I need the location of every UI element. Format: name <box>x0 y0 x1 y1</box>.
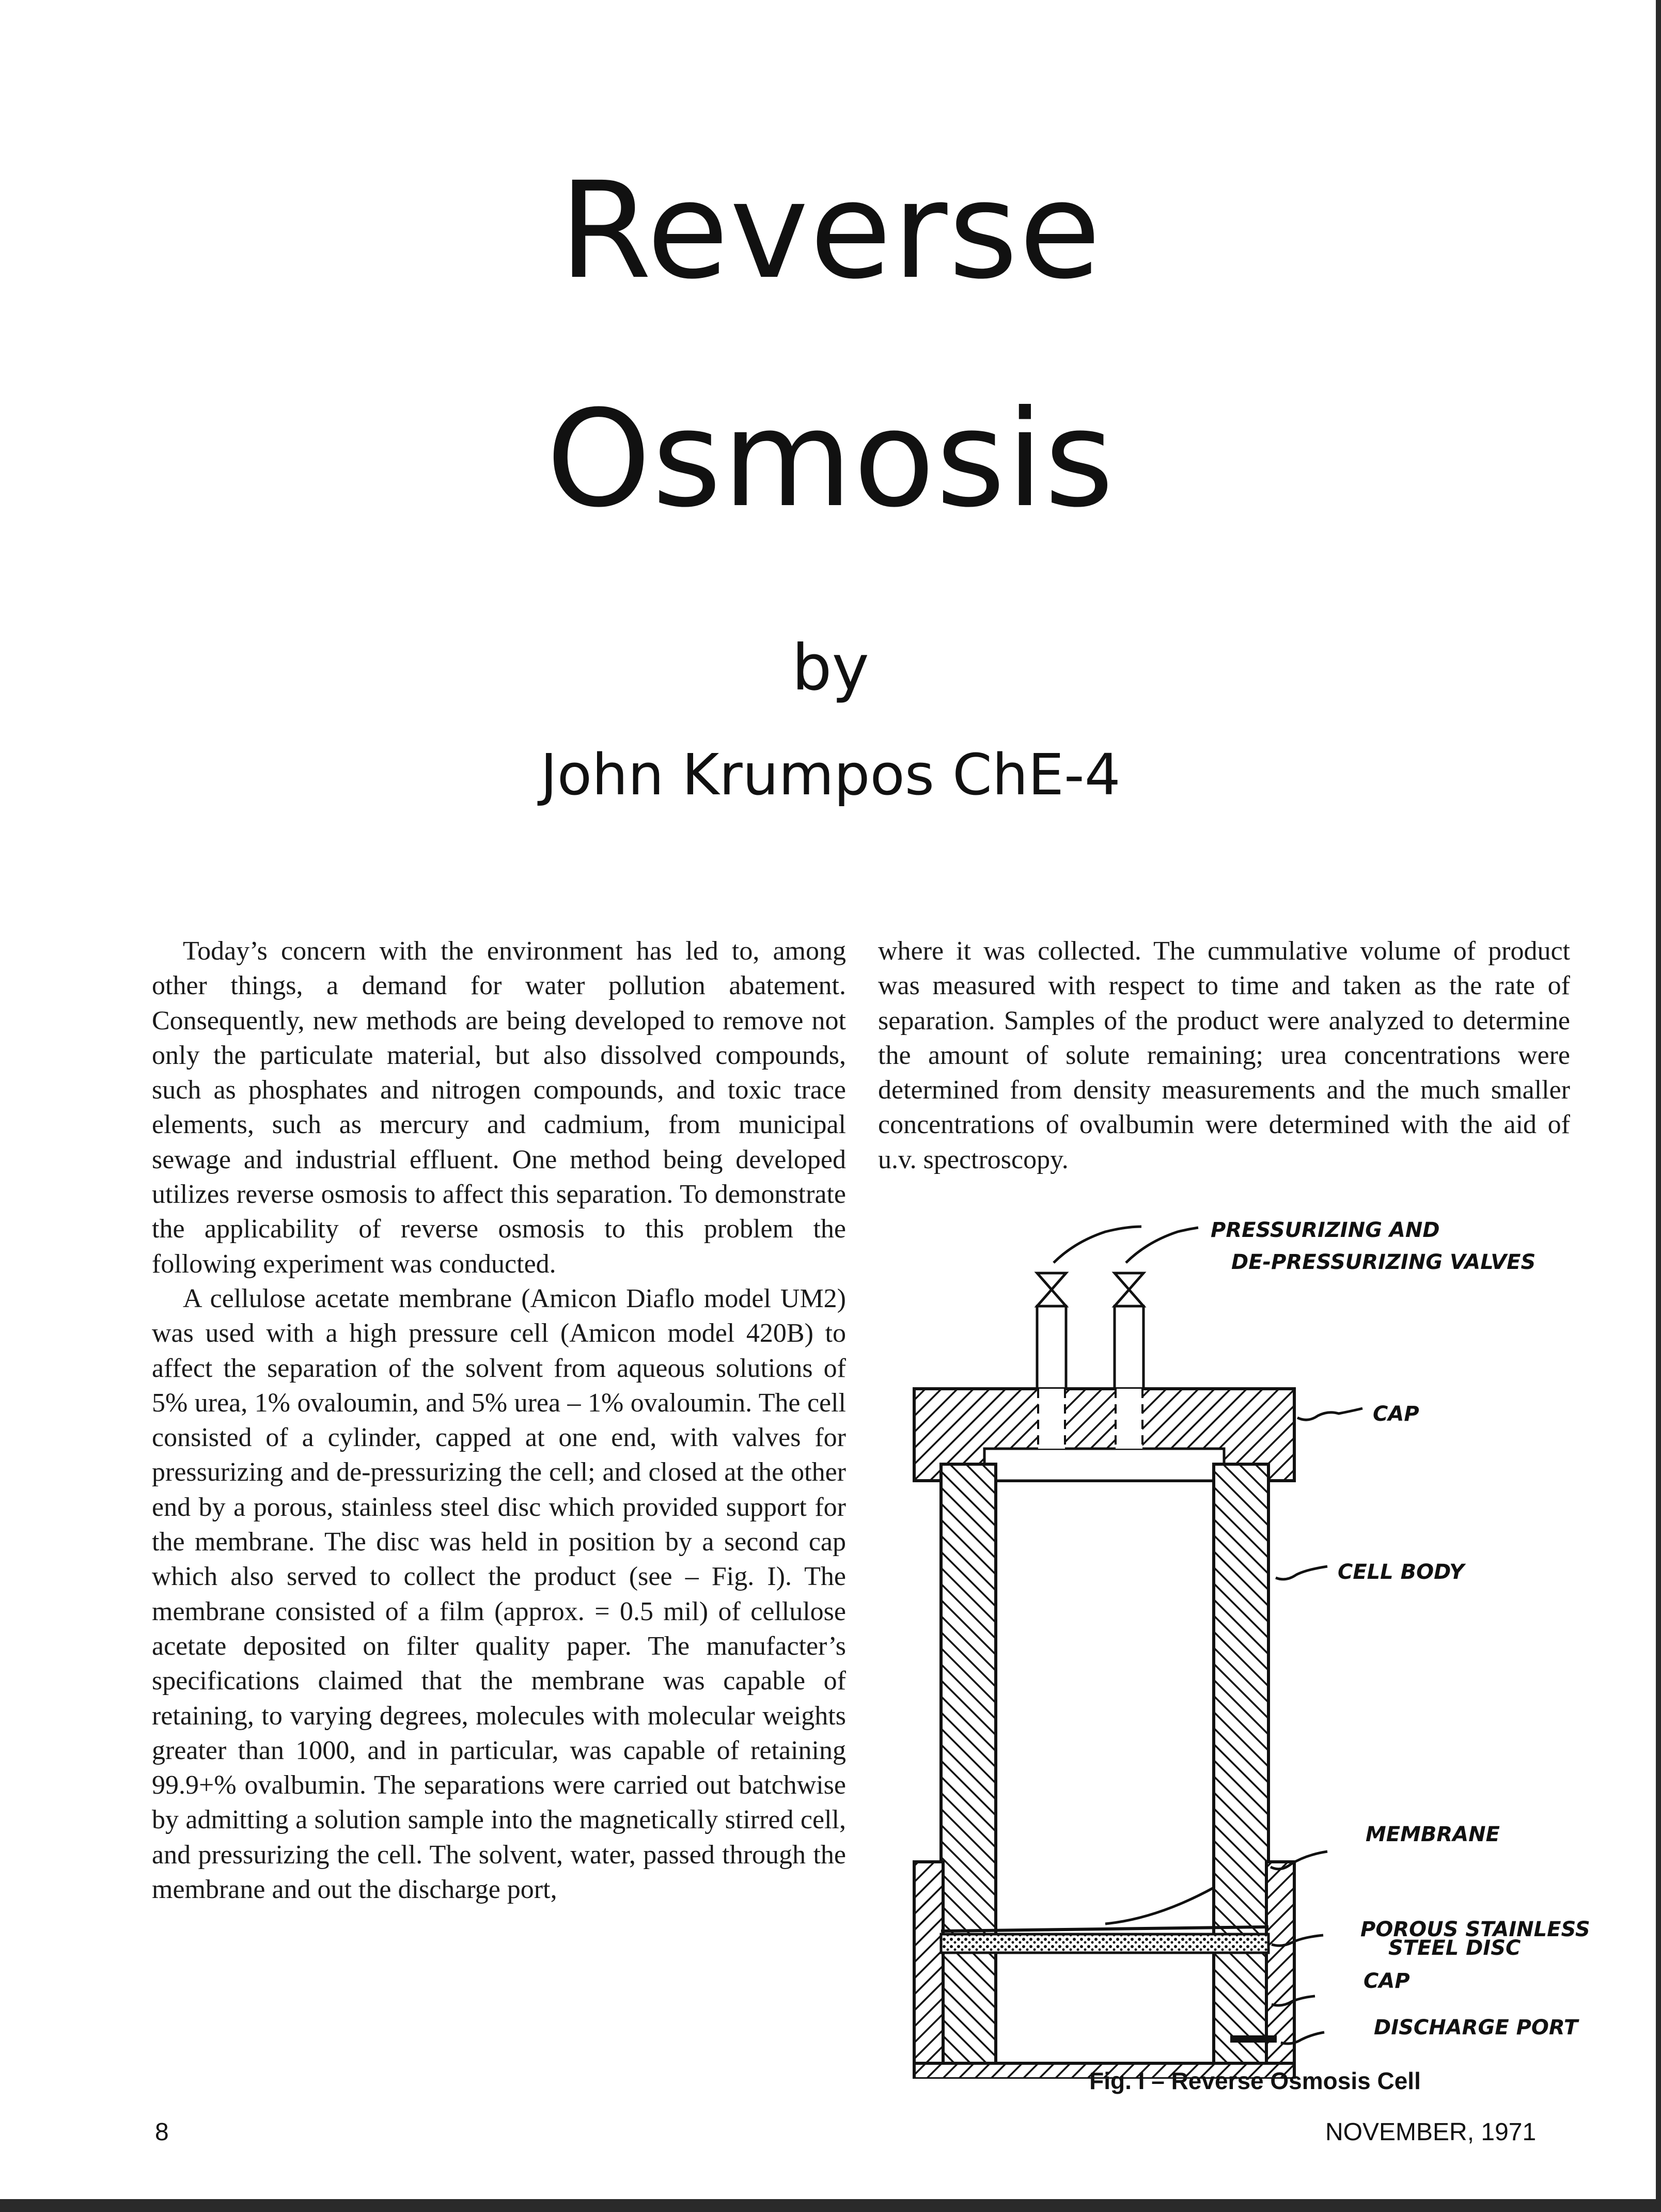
label-disc-line2: STEEL DISC <box>1388 1936 1521 1960</box>
body-paragraph: A cellulose acetate membrane (Amicon Diaflo model UM2) was used with a high pressure cell (Amicon model 420B) to affect the separation of the solvent from aqueous solutions of 5% urea, 1% ovaloumin, and 5% urea – 1% ovaloumin. The cell consisted of a cylinder, capped at one end, with valves for pressurizing and de-pressurizing the cell; and closed at the other end by a porous, stainless steel disc which provided support for the membrane. The disc was held in position by a second cap which also served to collect the product (see – Fig. I). The membrane consisted of a film (approx. = 0.5 mil) of cellulose acetate deposited on filter quality paper. The manufacter’s specifications claimed that the membrane was capable of retaining, to varying degrees, molecules with molecular weights greater than 1000, and in particular, was capable of retaining 99.9+% ovalbumin. The separations were carried out batchwise by admitting a solution sample into the magnetically stirred cell, and pressurizing the cell. The solvent, water, passed through the membrane and out the discharge port, <box>152 1283 846 1905</box>
label-cap-top: CAP <box>1373 1402 1419 1426</box>
label-cell-body: CELL BODY <box>1338 1560 1465 1584</box>
leader-lines <box>1054 1227 1362 2044</box>
byline-by: by <box>792 631 869 704</box>
cell-diagram <box>899 1221 1611 2079</box>
body-paragraph: Today’s concern with the environment has led to, among other things, a demand for water pollution abatement. Consequently, new methods are being developed to remove not only the particulate material, but also dissolved compounds, such as phosphates and nitrogen compounds, and toxic trace elements, such as mercury and cadmium, from municipal sewage and industrial effluent. One method being developed utilizes reverse osmosis to affect this separation. To demonstrate the applicability of reverse osmosis to this problem the following experiment was conducted. <box>152 936 846 1279</box>
body-column-left <box>152 934 846 1907</box>
body-paragraph: where it was collected. The cummulative volume of product was measured with respect to time and taken as the rate of separation. Samples of the product were analyzed to determine the amount of solute remaining; urea concentrations were determined from density measurements and the much smaller concentrations of ovalbumin were determined with the aid of u.v. spectroscopy. <box>878 936 1570 1174</box>
figure-caption: Fig. I – Reverse Osmosis Cell <box>1089 2067 1421 2094</box>
author-name: John Krumpos ChE-4 <box>540 742 1121 808</box>
label-cap-bottom: CAP <box>1364 1969 1410 1993</box>
body-column-right <box>878 934 1570 1177</box>
page-number: 8 <box>155 2119 169 2146</box>
label-discharge-port: DISCHARGE PORT <box>1374 2016 1578 2040</box>
discharge-port <box>1230 2035 1277 2043</box>
label-membrane: MEMBRANE <box>1366 1823 1500 1846</box>
page-edge-bottom <box>0 2199 1661 2212</box>
label-valves-line2: DE-PRESSURIZING VALVES <box>1231 1250 1536 1274</box>
label-valves-line1: PRESSURIZING AND <box>1211 1221 1440 1242</box>
cell-body <box>941 1464 1268 2064</box>
valve-left <box>1037 1273 1066 1389</box>
valve-right <box>1115 1273 1143 1389</box>
title-line-2: Osmosis <box>546 382 1115 537</box>
page-edge-right <box>1656 0 1661 2212</box>
porous-disc <box>941 1934 1268 1953</box>
label-disc-line1: POROUS STAINLESS <box>1360 1918 1590 1941</box>
figure-reverse-osmosis-cell <box>899 1221 1611 2079</box>
issue-date: NOVEMBER, 1971 <box>1325 2119 1537 2146</box>
title-line-1: Reverse <box>559 153 1102 308</box>
